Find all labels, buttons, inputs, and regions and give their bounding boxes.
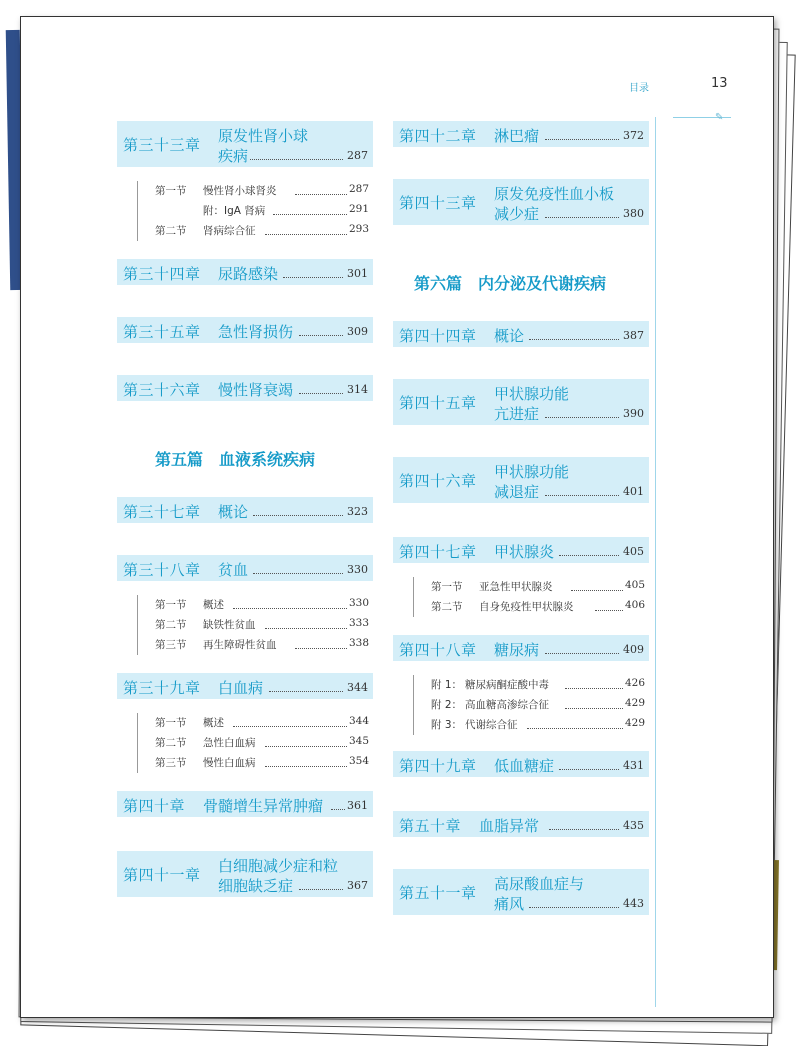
leader-dots bbox=[273, 214, 347, 215]
section-bracket bbox=[137, 181, 138, 241]
toc-section[interactable] bbox=[431, 697, 645, 712]
chapter-page: 380 bbox=[623, 207, 644, 220]
toc-section[interactable] bbox=[431, 599, 645, 614]
section-page: 291 bbox=[349, 203, 370, 215]
chapter-page: 314 bbox=[347, 383, 368, 396]
chapter-title: 亢进症 bbox=[494, 405, 540, 423]
leader-dots bbox=[545, 495, 619, 496]
leader-dots bbox=[571, 590, 623, 591]
chapter-title: 概论 bbox=[494, 327, 525, 345]
section-page: 344 bbox=[349, 715, 370, 727]
leader-dots bbox=[559, 769, 619, 770]
chapter-title: 急性肾损伤 bbox=[218, 323, 294, 341]
section-label: 附 2： bbox=[431, 699, 463, 711]
chapter-number: 第四十九章 bbox=[399, 757, 477, 775]
page-number: 13 bbox=[711, 76, 728, 91]
leader-dots bbox=[253, 573, 343, 574]
section-label: 第二节 bbox=[155, 225, 187, 237]
section-page: 406 bbox=[625, 599, 646, 611]
chapter-title: 低血糖症 bbox=[494, 757, 555, 775]
chapter-title: 概论 bbox=[218, 503, 249, 521]
leader-dots bbox=[269, 691, 343, 692]
toc-chapter-41[interactable] bbox=[117, 851, 373, 897]
margin-rule bbox=[655, 117, 656, 1007]
section-label: 附 3： bbox=[431, 719, 463, 731]
leader-dots bbox=[299, 393, 343, 394]
leader-dots bbox=[595, 610, 623, 611]
running-header: 目录 bbox=[629, 83, 649, 94]
chapter-page: 344 bbox=[347, 681, 368, 694]
leader-dots bbox=[529, 907, 619, 908]
toc-section[interactable] bbox=[155, 183, 369, 198]
leader-dots bbox=[545, 139, 619, 140]
chapter-title: 原发免疫性血小板 bbox=[494, 185, 615, 203]
chapter-number: 第四十一章 bbox=[123, 866, 201, 884]
chapter-title: 血脂异常 bbox=[479, 817, 540, 835]
leader-dots bbox=[549, 829, 619, 830]
leader-dots bbox=[265, 746, 347, 747]
chapter-number: 第四十六章 bbox=[399, 472, 477, 490]
chapter-number: 第三十九章 bbox=[123, 679, 201, 697]
chapter-page: 401 bbox=[623, 485, 644, 498]
chapter-title: 高尿酸血症与 bbox=[494, 875, 585, 893]
toc-section[interactable] bbox=[155, 755, 369, 770]
chapter-number: 第三十八章 bbox=[123, 561, 201, 579]
toc-chapter-42[interactable] bbox=[393, 121, 649, 147]
leader-dots bbox=[295, 194, 347, 195]
chapter-title: 淋巴瘤 bbox=[494, 127, 540, 145]
toc-section[interactable] bbox=[431, 717, 645, 732]
chapter-title: 甲状腺功能 bbox=[494, 385, 570, 403]
chapter-page: 367 bbox=[347, 879, 368, 892]
section-page: 405 bbox=[625, 579, 646, 591]
leader-dots bbox=[545, 217, 619, 218]
toc-section[interactable] bbox=[155, 715, 369, 730]
leader-dots bbox=[253, 515, 343, 516]
section-title: 慢性肾小球肾炎 bbox=[203, 185, 277, 197]
toc-section[interactable] bbox=[155, 597, 369, 612]
section-title: 概述 bbox=[203, 599, 224, 611]
toc-chapter-38[interactable] bbox=[117, 555, 373, 581]
chapter-title: 细胞缺乏症 bbox=[218, 877, 294, 895]
chapter-title: 贫血 bbox=[218, 561, 249, 579]
section-label: 附 1： bbox=[431, 679, 463, 691]
section-bracket bbox=[413, 675, 414, 735]
toc-section[interactable] bbox=[155, 223, 369, 238]
chapter-title: 糖尿病 bbox=[494, 641, 540, 659]
section-page: 429 bbox=[625, 697, 646, 709]
chapter-title: 白血病 bbox=[218, 679, 264, 697]
section-page: 429 bbox=[625, 717, 646, 729]
chapter-page: 431 bbox=[623, 759, 644, 772]
chapter-page: 330 bbox=[347, 563, 368, 576]
chapter-title: 尿路感染 bbox=[218, 265, 279, 283]
toc-chapter-47[interactable] bbox=[393, 537, 649, 563]
chapter-page: 387 bbox=[623, 329, 644, 342]
toc-chapter-37[interactable] bbox=[117, 497, 373, 523]
toc-chapter-45[interactable] bbox=[393, 379, 649, 425]
chapter-page: 323 bbox=[347, 505, 368, 518]
leader-dots bbox=[529, 339, 619, 340]
chapter-title: 原发性肾小球 bbox=[218, 127, 309, 145]
toc-page bbox=[20, 16, 774, 1018]
section-label: 第二节 bbox=[155, 619, 187, 631]
section-title: 慢性白血病 bbox=[203, 757, 256, 769]
section-page: 338 bbox=[349, 637, 370, 649]
chapter-title: 甲状腺炎 bbox=[494, 543, 555, 561]
section-label: 第三节 bbox=[155, 639, 187, 651]
section-page: 333 bbox=[349, 617, 370, 629]
leader-dots bbox=[233, 608, 347, 609]
toc-chapter-48[interactable] bbox=[393, 635, 649, 661]
section-title: 自身免疫性甲状腺炎 bbox=[479, 601, 574, 613]
chapter-title: 骨髓增生异常肿瘤 bbox=[203, 797, 324, 815]
chapter-number: 第四十二章 bbox=[399, 127, 477, 145]
chapter-page: 309 bbox=[347, 325, 368, 338]
leader-dots bbox=[331, 809, 345, 810]
leader-dots bbox=[299, 335, 343, 336]
section-page: 345 bbox=[349, 735, 370, 747]
toc-chapter-51[interactable] bbox=[393, 869, 649, 915]
leader-dots bbox=[265, 628, 347, 629]
toc-chapter-49[interactable] bbox=[393, 751, 649, 777]
section-page: 293 bbox=[349, 223, 370, 235]
leader-dots bbox=[545, 417, 619, 418]
chapter-number: 第四十八章 bbox=[399, 641, 477, 659]
chapter-number: 第四十七章 bbox=[399, 543, 477, 561]
chapter-page: 301 bbox=[347, 267, 368, 280]
section-title: 糖尿病酮症酸中毒 bbox=[465, 679, 549, 691]
leader-dots bbox=[527, 728, 623, 729]
chapter-number: 第三十四章 bbox=[123, 265, 201, 283]
toc-section[interactable] bbox=[431, 579, 645, 594]
chapter-number: 第四十三章 bbox=[399, 194, 477, 212]
toc-chapter-40[interactable] bbox=[117, 791, 373, 817]
chapter-page: 287 bbox=[347, 149, 368, 162]
section-label: 第一节 bbox=[155, 599, 187, 611]
pencil-icon: ✎ bbox=[715, 112, 724, 123]
toc-section[interactable] bbox=[155, 617, 369, 632]
toc-chapter-36[interactable] bbox=[117, 375, 373, 401]
leader-dots bbox=[559, 555, 619, 556]
section-title: 附：IgA 肾病 bbox=[203, 205, 266, 217]
toc-chapter-50[interactable] bbox=[393, 811, 649, 837]
chapter-title: 疾病 bbox=[218, 147, 249, 165]
chapter-number: 第四十章 bbox=[123, 797, 186, 815]
leader-dots bbox=[545, 653, 619, 654]
section-page: 330 bbox=[349, 597, 370, 609]
toc-chapter-35[interactable] bbox=[117, 317, 373, 343]
chapter-title: 减退症 bbox=[494, 483, 540, 501]
toc-section[interactable] bbox=[431, 677, 645, 692]
section-bracket bbox=[413, 577, 414, 617]
chapter-page: 372 bbox=[623, 129, 644, 142]
section-title: 缺铁性贫血 bbox=[203, 619, 256, 631]
leader-dots bbox=[295, 648, 347, 649]
chapter-page: 443 bbox=[623, 897, 644, 910]
chapter-title: 减少症 bbox=[494, 205, 540, 223]
part-heading: 第六篇 内分泌及代谢疾病 bbox=[414, 274, 607, 293]
chapter-page: 435 bbox=[623, 819, 644, 832]
leader-dots bbox=[250, 159, 343, 160]
section-page: 287 bbox=[349, 183, 370, 195]
leader-dots bbox=[299, 889, 343, 890]
toc-chapter-44[interactable] bbox=[393, 321, 649, 347]
leader-dots bbox=[283, 277, 343, 278]
chapter-page: 405 bbox=[623, 545, 644, 558]
leader-dots bbox=[233, 726, 347, 727]
chapter-number: 第三十五章 bbox=[123, 323, 201, 341]
section-label: 第三节 bbox=[155, 757, 187, 769]
chapter-page: 409 bbox=[623, 643, 644, 656]
section-title: 高血糖高渗综合征 bbox=[465, 699, 549, 711]
toc-chapter-33[interactable] bbox=[117, 121, 373, 167]
section-label: 第一节 bbox=[155, 185, 187, 197]
chapter-title: 白细胞减少症和粒 bbox=[218, 857, 339, 875]
section-label: 第二节 bbox=[431, 601, 463, 613]
section-page: 354 bbox=[349, 755, 370, 767]
chapter-number: 第五十章 bbox=[399, 817, 462, 835]
section-title: 概述 bbox=[203, 717, 224, 729]
leader-dots bbox=[265, 234, 347, 235]
toc-chapter-34[interactable] bbox=[117, 259, 373, 285]
chapter-number: 第五十一章 bbox=[399, 884, 477, 902]
chapter-title: 痛风 bbox=[494, 895, 525, 913]
chapter-number: 第三十三章 bbox=[123, 136, 201, 154]
chapter-number: 第四十四章 bbox=[399, 327, 477, 345]
toc-chapter-39[interactable] bbox=[117, 673, 373, 699]
leader-dots bbox=[265, 766, 347, 767]
toc-section[interactable] bbox=[155, 637, 369, 652]
section-title: 亚急性甲状腺炎 bbox=[479, 581, 553, 593]
chapter-page: 390 bbox=[623, 407, 644, 420]
chapter-number: 第三十六章 bbox=[123, 381, 201, 399]
leader-dots bbox=[565, 708, 623, 709]
chapter-number: 第三十七章 bbox=[123, 503, 201, 521]
section-bracket bbox=[137, 713, 138, 773]
section-title: 代谢综合征 bbox=[465, 719, 518, 731]
chapter-title: 甲状腺功能 bbox=[494, 463, 570, 481]
chapter-number: 第四十五章 bbox=[399, 394, 477, 412]
section-title: 再生障碍性贫血 bbox=[203, 639, 277, 651]
section-title: 肾病综合征 bbox=[203, 225, 256, 237]
toc-chapter-46[interactable] bbox=[393, 457, 649, 503]
toc-section[interactable] bbox=[155, 735, 369, 750]
section-label: 第一节 bbox=[155, 717, 187, 729]
part-heading: 第五篇 血液系统疾病 bbox=[155, 450, 316, 469]
section-page: 426 bbox=[625, 677, 646, 689]
section-bracket bbox=[137, 595, 138, 655]
toc-chapter-43[interactable] bbox=[393, 179, 649, 225]
section-label: 第二节 bbox=[155, 737, 187, 749]
section-label: 第一节 bbox=[431, 581, 463, 593]
chapter-page: 361 bbox=[347, 799, 368, 812]
chapter-title: 慢性肾衰竭 bbox=[218, 381, 294, 399]
section-title: 急性白血病 bbox=[203, 737, 256, 749]
leader-dots bbox=[565, 688, 623, 689]
